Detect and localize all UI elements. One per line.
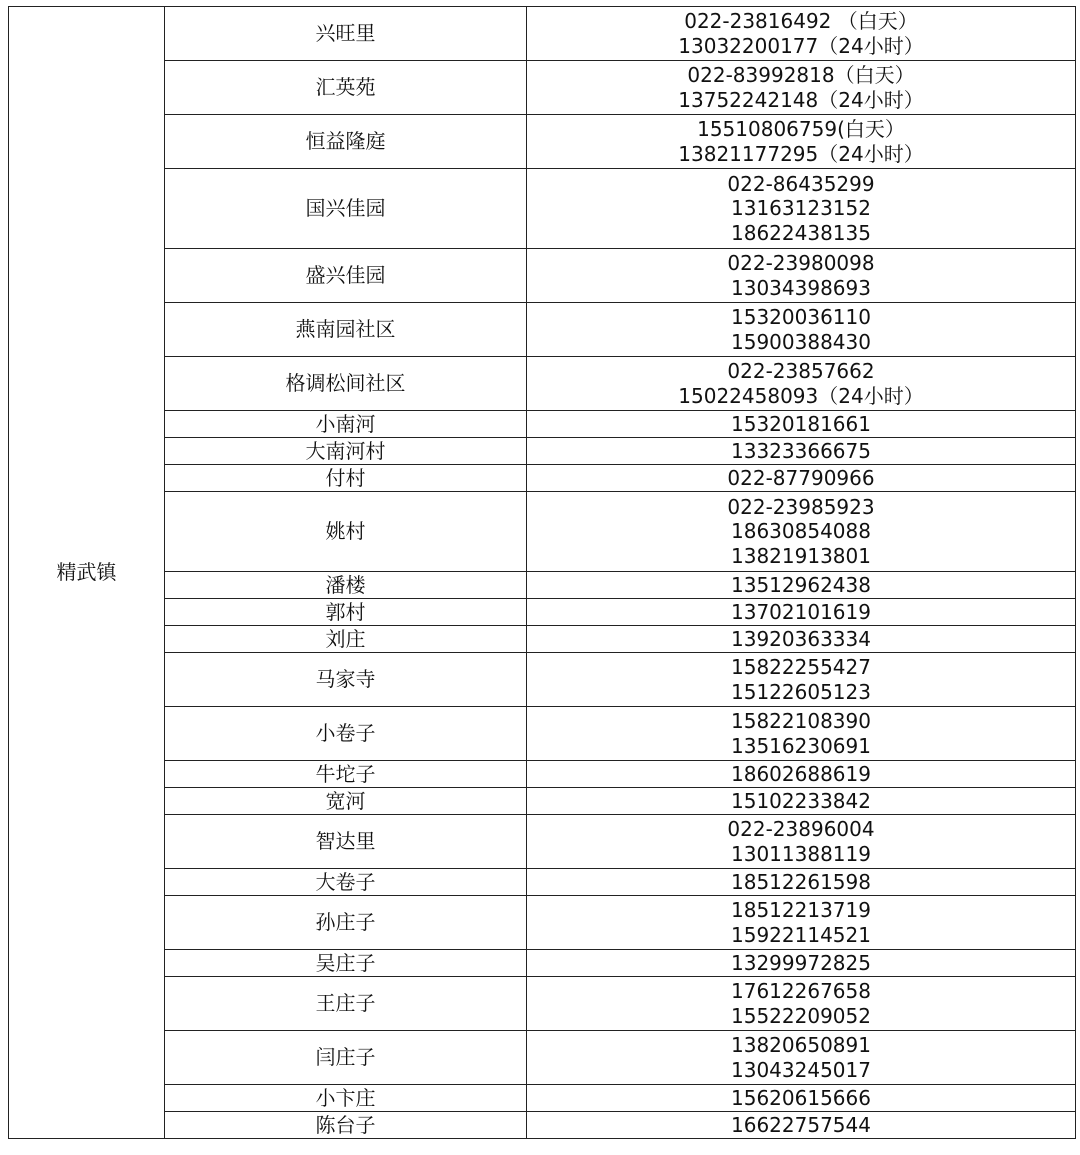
phone-cell [527, 115, 1076, 169]
phone-number: 15822255427 [731, 655, 871, 679]
phone-number: 15122605123 [731, 679, 871, 704]
table-row [9, 950, 1076, 977]
table-row [9, 438, 1076, 465]
table-row [9, 653, 1076, 707]
phone-number: 13299972825 [731, 950, 871, 975]
table-row [9, 977, 1076, 1031]
table-row [9, 492, 1076, 572]
phone-number: 022-23896004 [727, 817, 875, 841]
phone-number: 18512213719 [731, 898, 871, 922]
community-name: 小南河 [165, 411, 527, 438]
phone-cell [527, 169, 1076, 249]
community-name: 付村 [165, 465, 527, 492]
phone-cell [527, 61, 1076, 115]
phone-number: 13920363334 [731, 626, 871, 651]
phone-number: 13323366675 [731, 438, 871, 463]
community-name: 大卷子 [165, 869, 527, 896]
phone-number: 18512261598 [731, 869, 871, 894]
phone-cell [527, 249, 1076, 303]
community-name: 马家寺 [165, 653, 527, 707]
community-name: 兴旺里 [165, 7, 527, 61]
table-row [9, 761, 1076, 788]
table-row [9, 411, 1076, 438]
phone-cell [527, 7, 1076, 61]
phone-number: 022-83992818（白天） [687, 63, 915, 87]
phone-cell [527, 438, 1076, 465]
phone-cell [527, 950, 1076, 977]
phone-number: 13820650891 [731, 1033, 871, 1057]
phone-number: 15620615666 [731, 1085, 871, 1110]
community-name: 吴庄子 [165, 950, 527, 977]
table-row [9, 169, 1076, 249]
phone-number: 022-23857662 [727, 359, 875, 383]
community-name: 恒益隆庭 [165, 115, 527, 169]
table-row [9, 115, 1076, 169]
phone-cell [527, 815, 1076, 869]
community-name: 格调松间社区 [165, 357, 527, 411]
phone-number: 13034398693 [731, 275, 871, 300]
table-row [9, 61, 1076, 115]
phone-cell [527, 977, 1076, 1031]
community-name: 刘庄 [165, 626, 527, 653]
phone-number: 13752242148（24小时） [678, 87, 924, 112]
community-name: 郭村 [165, 599, 527, 626]
community-name: 姚村 [165, 492, 527, 572]
phone-cell [527, 1085, 1076, 1112]
phone-number: 15320181661 [731, 411, 871, 436]
phone-number: 022-86435299 [727, 171, 875, 196]
community-name: 燕南园社区 [165, 303, 527, 357]
phone-number: 022-87790966 [727, 465, 875, 490]
table-row [9, 572, 1076, 599]
table-row [9, 626, 1076, 653]
phone-number: 13821177295（24小时） [678, 141, 924, 166]
phone-number: 022-23985923 [727, 494, 875, 519]
community-name: 小卷子 [165, 707, 527, 761]
phone-number: 13702101619 [731, 599, 871, 624]
community-name: 智达里 [165, 815, 527, 869]
phone-number: 13512962438 [731, 572, 871, 597]
community-name: 小卞庄 [165, 1085, 527, 1112]
phone-cell [527, 1112, 1076, 1139]
phone-cell [527, 411, 1076, 438]
phone-number: 13043245017 [731, 1057, 871, 1082]
phone-cell [527, 707, 1076, 761]
table-row [9, 788, 1076, 815]
community-name: 国兴佳园 [165, 169, 527, 249]
table-row [9, 1031, 1076, 1085]
table-row [9, 1085, 1076, 1112]
phone-number: 15022458093（24小时） [678, 383, 924, 408]
community-name: 大南河村 [165, 438, 527, 465]
community-name: 牛坨子 [165, 761, 527, 788]
phone-number: 13032200177（24小时） [678, 33, 924, 58]
phone-number: 15822108390 [731, 709, 871, 733]
phone-cell [527, 869, 1076, 896]
town-name: 精武镇 [9, 7, 165, 1139]
phone-number: 13011388119 [731, 841, 871, 866]
phone-cell [527, 572, 1076, 599]
table-row [9, 815, 1076, 869]
phone-cell [527, 599, 1076, 626]
phone-number: 15510806759(白天） [697, 117, 905, 141]
phone-number: 15900388430 [731, 329, 871, 354]
phone-number: 18630854088 [731, 519, 871, 544]
phone-number: 15320036110 [731, 305, 871, 329]
phone-cell [527, 788, 1076, 815]
phone-number: 15522209052 [731, 1003, 871, 1028]
phone-cell [527, 761, 1076, 788]
community-name: 闫庄子 [165, 1031, 527, 1085]
phone-number: 18622438135 [731, 220, 871, 245]
table-row [9, 303, 1076, 357]
table-row [9, 465, 1076, 492]
table-row [9, 7, 1076, 61]
phone-cell [527, 465, 1076, 492]
phone-number: 13821913801 [731, 543, 871, 568]
phone-cell [527, 492, 1076, 572]
table-row [9, 599, 1076, 626]
table-row [9, 707, 1076, 761]
table-row [9, 1112, 1076, 1139]
table-row [9, 896, 1076, 950]
contact-table-body [9, 7, 1076, 1139]
phone-number: 17612267658 [731, 979, 871, 1003]
phone-cell [527, 1031, 1076, 1085]
table-row [9, 869, 1076, 896]
community-name: 汇英苑 [165, 61, 527, 115]
contact-table [8, 6, 1076, 1139]
phone-number: 15102233842 [731, 788, 871, 813]
phone-cell [527, 303, 1076, 357]
table-row [9, 249, 1076, 303]
phone-cell [527, 626, 1076, 653]
phone-number: 15922114521 [731, 922, 871, 947]
community-name: 宽河 [165, 788, 527, 815]
phone-number: 022-23980098 [727, 251, 875, 275]
phone-cell [527, 653, 1076, 707]
community-name: 孙庄子 [165, 896, 527, 950]
phone-number: 18602688619 [731, 761, 871, 786]
community-name: 王庄子 [165, 977, 527, 1031]
community-name: 潘楼 [165, 572, 527, 599]
phone-number: 13516230691 [731, 733, 871, 758]
phone-number: 16622757544 [731, 1112, 871, 1137]
phone-number: 13163123152 [731, 196, 871, 221]
community-name: 盛兴佳园 [165, 249, 527, 303]
phone-number: 022-23816492 （白天） [684, 9, 918, 33]
phone-cell [527, 896, 1076, 950]
community-name: 陈台子 [165, 1112, 527, 1139]
table-row [9, 357, 1076, 411]
phone-cell [527, 357, 1076, 411]
